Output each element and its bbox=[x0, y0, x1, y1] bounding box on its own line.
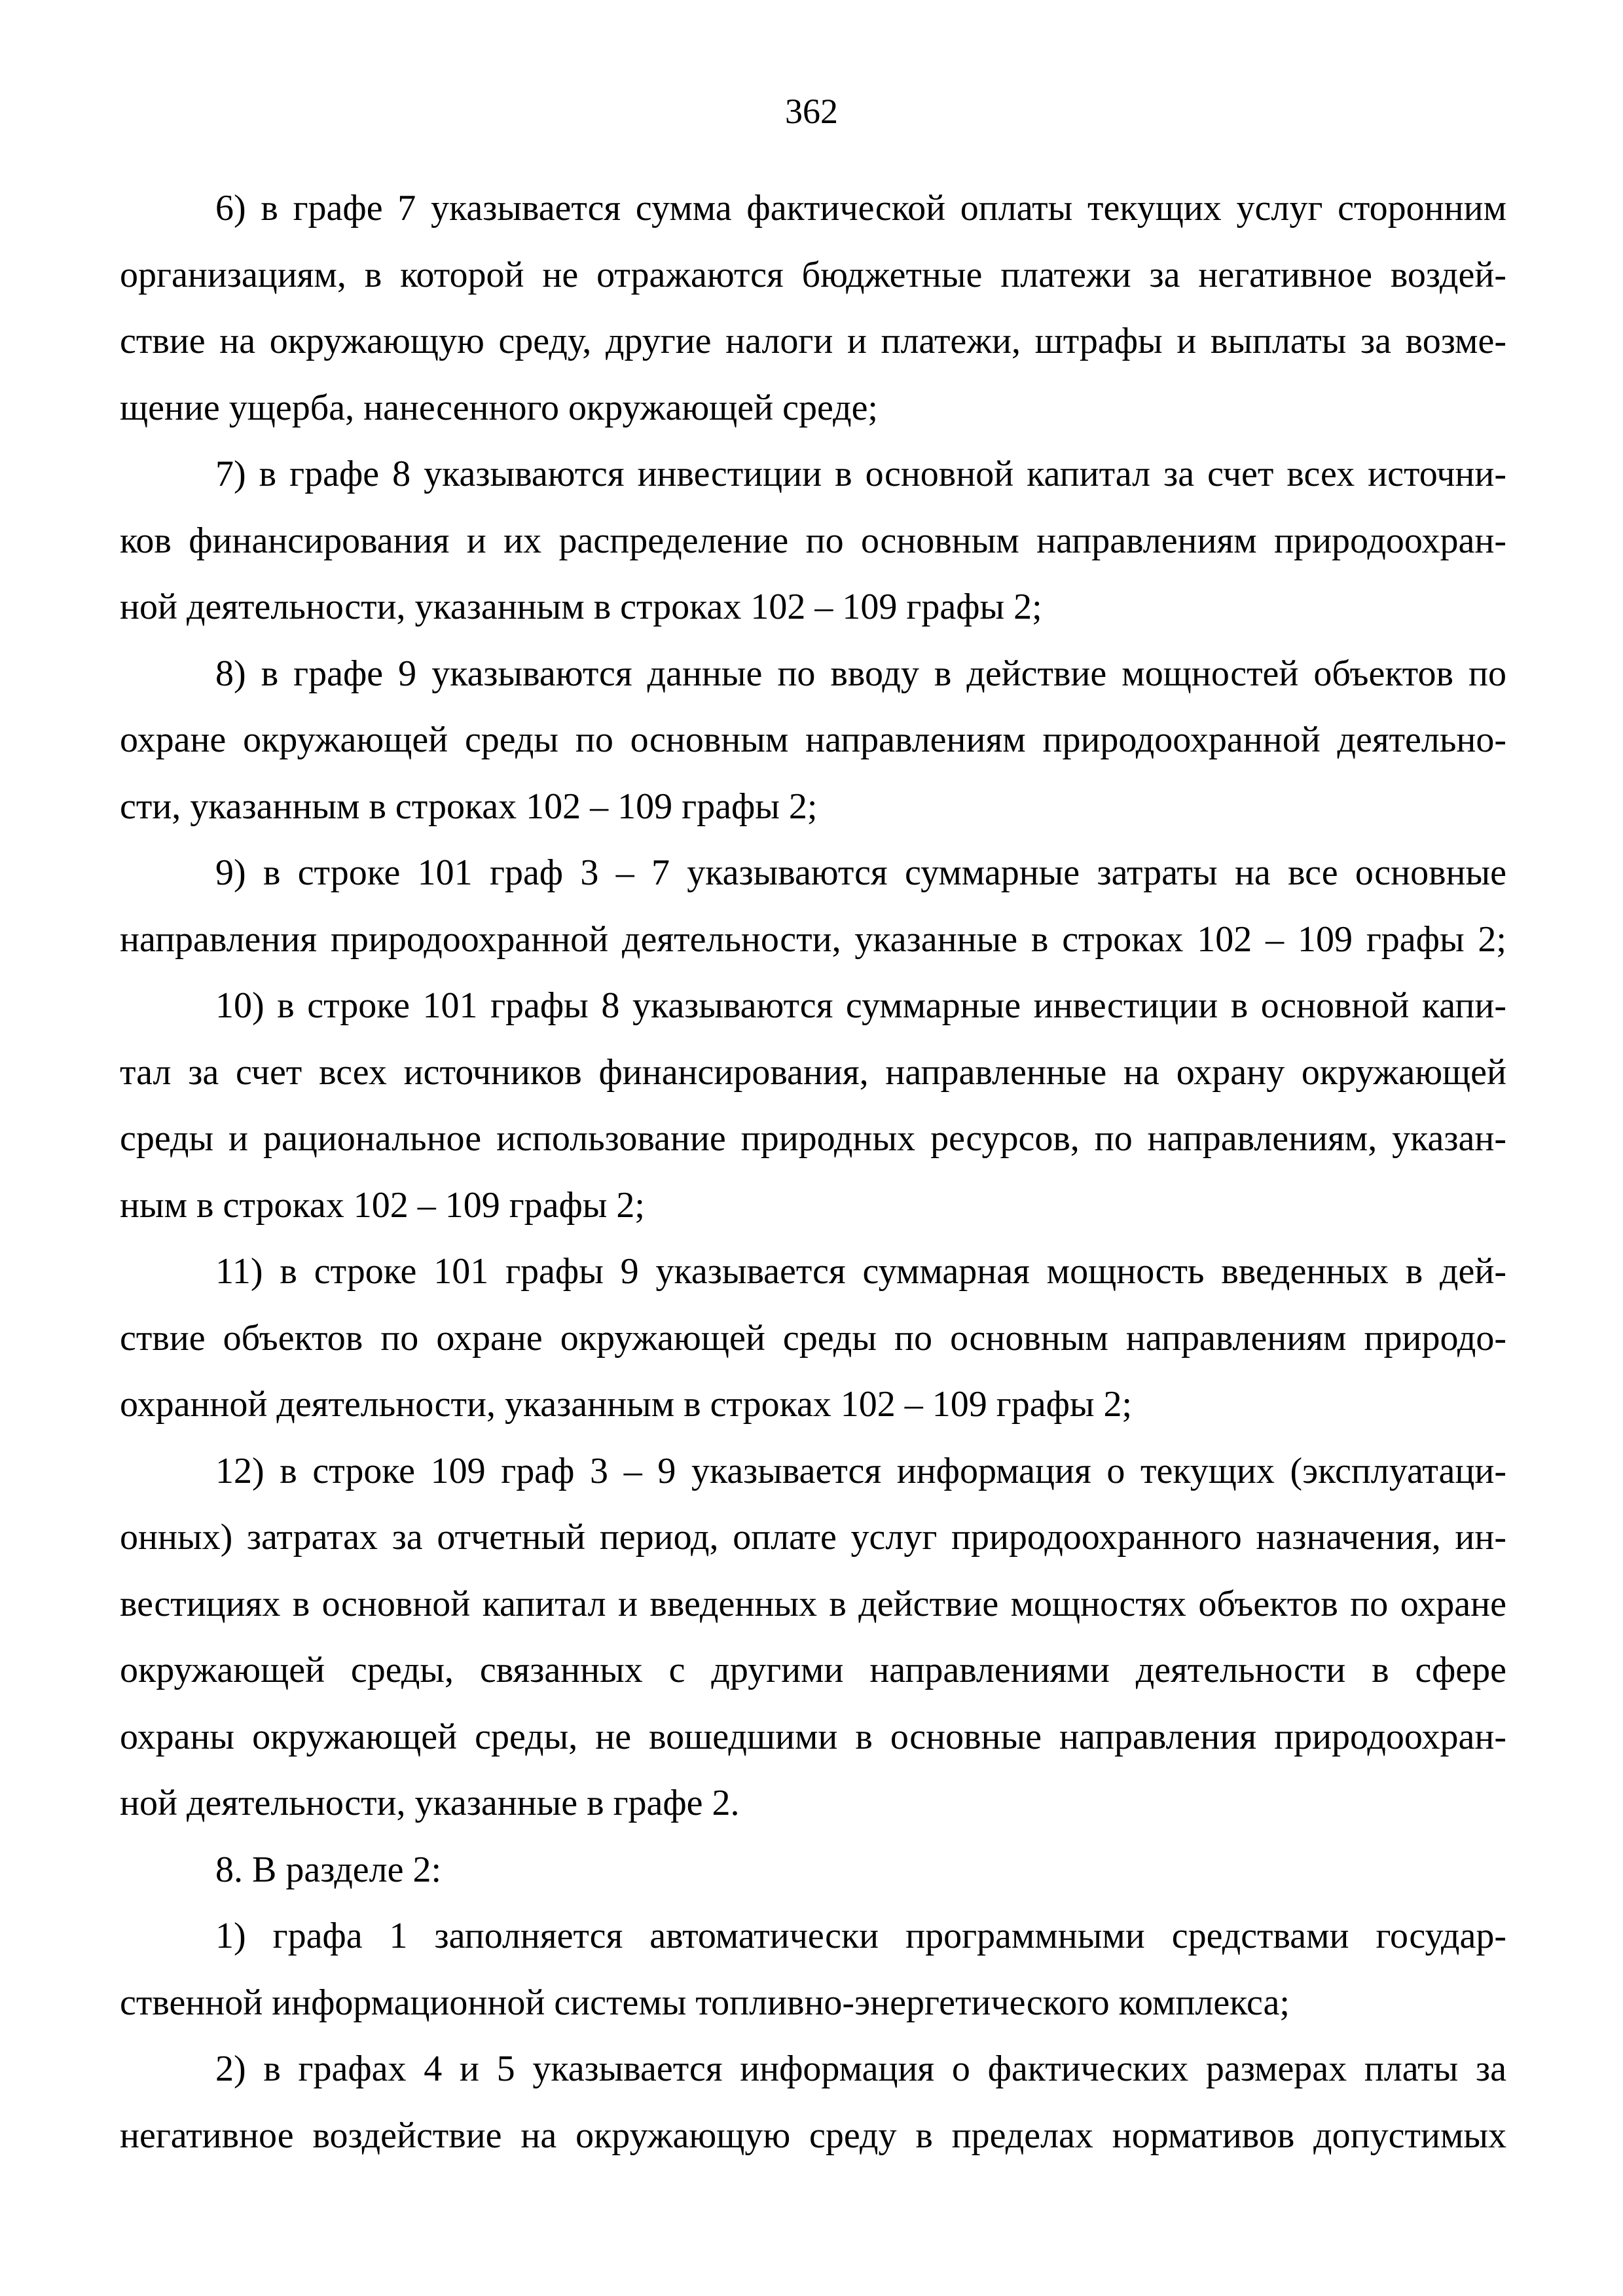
text-line: щение ущерба, нанесенного окружающей среде; bbox=[120, 387, 878, 428]
text-line: тал за счет всех источников финансирования, направленные на охрану окружающей bbox=[120, 1051, 1506, 1093]
text-line: 6) в графе 7 указывается сумма фактической оплаты текущих услуг сторонним bbox=[215, 188, 1506, 228]
paragraph-item-8 bbox=[120, 641, 1506, 841]
text-line: 2) в графах 4 и 5 указывается информация о фактических размерах платы за bbox=[215, 2049, 1506, 2089]
document-body bbox=[120, 175, 1506, 2169]
text-line: организациям, в которой не отражаются бюджетные платежи за негативное воздей- bbox=[120, 254, 1506, 295]
paragraph-item-6 bbox=[120, 175, 1506, 441]
page-number: 362 bbox=[785, 92, 838, 131]
paragraph-item-7 bbox=[120, 441, 1506, 641]
text-line: ков финансирования и их распределение по основным направлениям природоохран- bbox=[120, 520, 1506, 561]
text-line: 10) в строке 101 графы 8 указываются суммарные инвестиции в основной капи- bbox=[215, 985, 1506, 1026]
text-line: 12) в строке 109 граф 3 – 9 указывается информация о текущих (эксплуатаци- bbox=[215, 1450, 1506, 1491]
section-heading-paragraph bbox=[120, 1837, 1506, 1904]
text-line: ствие на окружающую среду, другие налоги и платежи, штрафы и выплаты за возме- bbox=[120, 321, 1506, 361]
text-line: охране окружающей среды по основным направлениям природоохранной деятельно- bbox=[120, 720, 1506, 760]
text-line: среды и рациональное использование природных ресурсов, по направлениям, указан- bbox=[120, 1118, 1506, 1159]
text-line: 7) в графе 8 указываются инвестиции в основной капитал за счет всех источни- bbox=[215, 454, 1506, 494]
text-line: 9) в строке 101 граф 3 – 7 указываются суммарные затраты на все основные bbox=[215, 852, 1506, 893]
text-line: окружающей среды, связанных с другими направлениями деятельности в сфере bbox=[120, 1650, 1506, 1690]
text-line: ным в строках 102 – 109 графы 2; bbox=[120, 1184, 645, 1226]
text-line: ствие объектов по охране окружающей среды по основным направлениям природо- bbox=[120, 1317, 1506, 1358]
text-line: онных) затратах за отчетный период, оплате услуг природоохранного назначения, ин- bbox=[120, 1517, 1506, 1558]
paragraph-item-11 bbox=[120, 1239, 1506, 1438]
paragraph-item-9 bbox=[120, 840, 1506, 973]
text-line: сти, указанным в строках 102 – 109 графы 2; bbox=[120, 786, 818, 827]
text-line: вестициях в основной капитал и введенных в действие мощностях объектов по охране bbox=[120, 1583, 1506, 1624]
paragraph-item-10 bbox=[120, 973, 1506, 1239]
text-line: ственной информационной системы топливно-энергетического комплекса; bbox=[120, 1982, 1290, 2023]
text-line: ной деятельности, указанные в графе 2. bbox=[120, 1783, 740, 1823]
paragraph-item-1 bbox=[120, 1903, 1506, 2036]
text-line: 11) в строке 101 графы 9 указывается суммарная мощность введенных в дей- bbox=[215, 1251, 1506, 1292]
text-line: 1) графа 1 заполняется автоматически программными средствами государ- bbox=[215, 1916, 1506, 1956]
text-line: направления природоохранной деятельности, указанные в строках 102 – 109 графы 2; bbox=[120, 919, 1506, 960]
text-line: 8) в графе 9 указываются данные по вводу в действие мощностей объектов по bbox=[215, 653, 1506, 694]
text-line: 8. В разделе 2: bbox=[215, 1849, 442, 1890]
paragraph-item-12 bbox=[120, 1438, 1506, 1837]
text-line: ной деятельности, указанным в строках 102 – 109 графы 2; bbox=[120, 587, 1042, 627]
text-line: негативное воздействие на окружающую среду в пределах нормативов допустимых bbox=[120, 2115, 1506, 2156]
text-line: охранной деятельности, указанным в строках 102 – 109 графы 2; bbox=[120, 1384, 1133, 1425]
paragraph-item-2 bbox=[120, 2036, 1506, 2169]
text-line: охраны окружающей среды, не вошедшими в основные направления природоохран- bbox=[120, 1716, 1506, 1757]
